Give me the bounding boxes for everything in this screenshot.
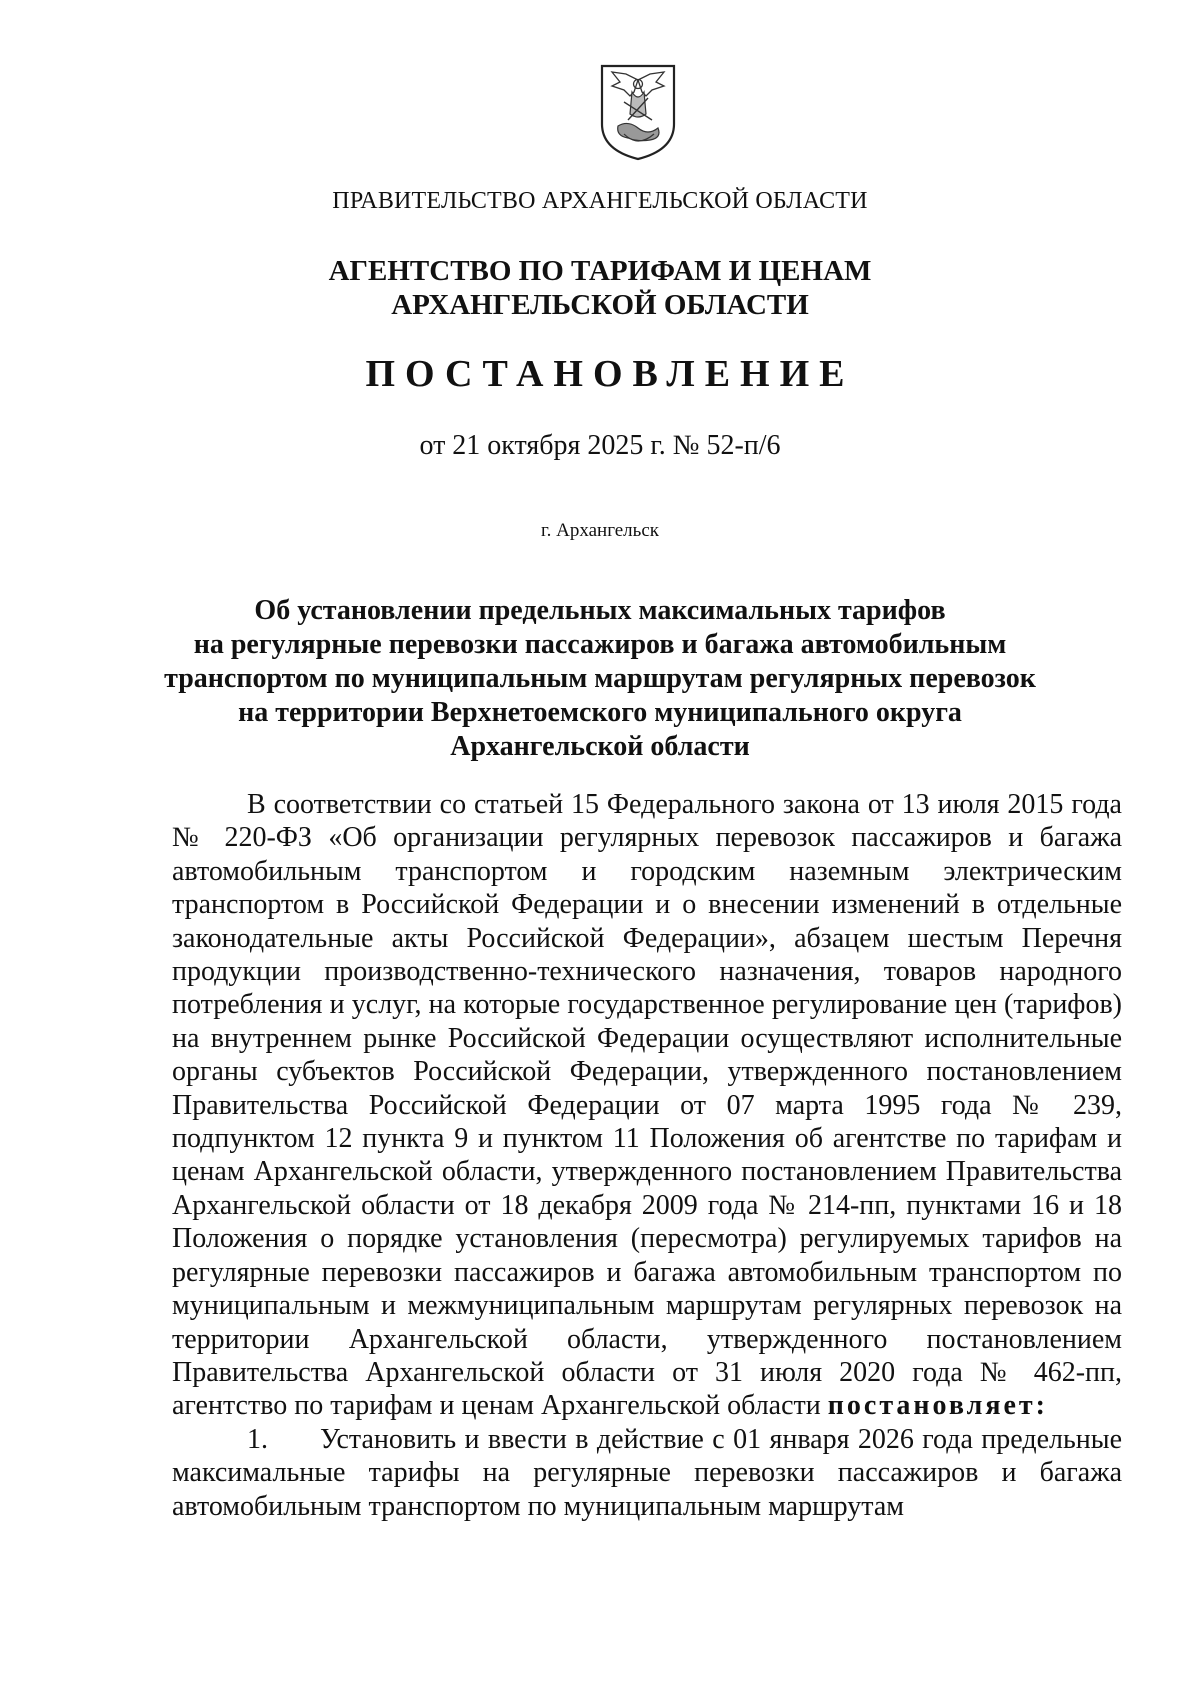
document-type: ПОСТАНОВЛЕНИЕ: [365, 353, 855, 395]
subject-line4: на территории Верхнетоемского муниципального округа: [238, 697, 962, 728]
document-body: [172, 788, 1122, 1523]
government-title: ПРАВИТЕЛЬСТВО АРХАНГЕЛЬСКОЙ ОБЛАСТИ: [332, 188, 868, 214]
item-1-first-line: [172, 1423, 1122, 1456]
document-subject: [0, 594, 1200, 764]
item-1-continuation: максимальные тарифы на регулярные перевозки пассажиров и багажа автомобильным транспортом по муниципальным маршрутам: [172, 1457, 1122, 1522]
preamble-paragraph: [172, 788, 1122, 1423]
agency-title: [0, 254, 1200, 322]
agency-title-line1: АГЕНТСТВО ПО ТАРИФАМ И ЦЕНАМ: [328, 255, 872, 287]
item-1-first-line-text: Установить и ввести в действие с 01 января 2026 года предельные: [320, 1423, 1122, 1455]
city: г. Архангельск: [540, 520, 659, 541]
resolves-keyword: постановляет:: [827, 1390, 1048, 1422]
subject-line3: транспортом по муниципальным маршрутам регулярных перевозок: [164, 663, 1036, 694]
item-1-number: 1.: [247, 1423, 268, 1455]
subject-line1: Об установлении предельных максимальных тарифов: [254, 595, 946, 626]
agency-title-line2: АРХАНГЕЛЬСКОЙ ОБЛАСТИ: [391, 289, 809, 321]
subject-line5: Архангельской области: [450, 731, 750, 762]
preamble-text: В соответствии со статьей 15 Федерального закона от 13 июля 2015 года № 220-ФЗ «Об организации регулярных перевозок пассажиров и багажа автомобильным транспортом и городским наземным электрическим транспортом в Российской Федерации и о внесении изменений в отдельные законодательные акты Российской Федерации», абзацем шестым Перечня продукции производственно-технического назначения, товаров народного потребления и услуг, на которые государственное регулирование цен (тарифов) на внутреннем рынке Российской Федерации осуществляют исполнительные органы субъектов Российской Федерации, утвержденного постановлением Правительства Российской Федерации от 07 марта 1995 года № 239, подпунктом 12 пункта 9 и пунктом 11 Положения об агентстве по тарифам и ценам Архангельской области, утвержденного постановлением Правительства Архангельской области от 18 декабря 2009 года № 214-пп, пунктами 16 и 18 Положения о порядке установления (пересмотра) регулируемых тарифов на регулярные перевозки пассажиров и багажа автомобильным транспортом по муниципальным и межмуниципальным маршрутам регулярных перевозок на территории Архангельской области, утвержденного постановлением Правительства Архангельской области от 31 июля 2020 года № 462-пп, агентство по тарифам и ценам Архангельской области: [172, 789, 1122, 1422]
subject-line2: на регулярные перевозки пассажиров и багажа автомобильным: [193, 629, 1007, 660]
date-and-number: от 21 октября 2025 г. № 52-п/6: [419, 430, 781, 461]
coat-of-arms-icon: [598, 62, 678, 162]
